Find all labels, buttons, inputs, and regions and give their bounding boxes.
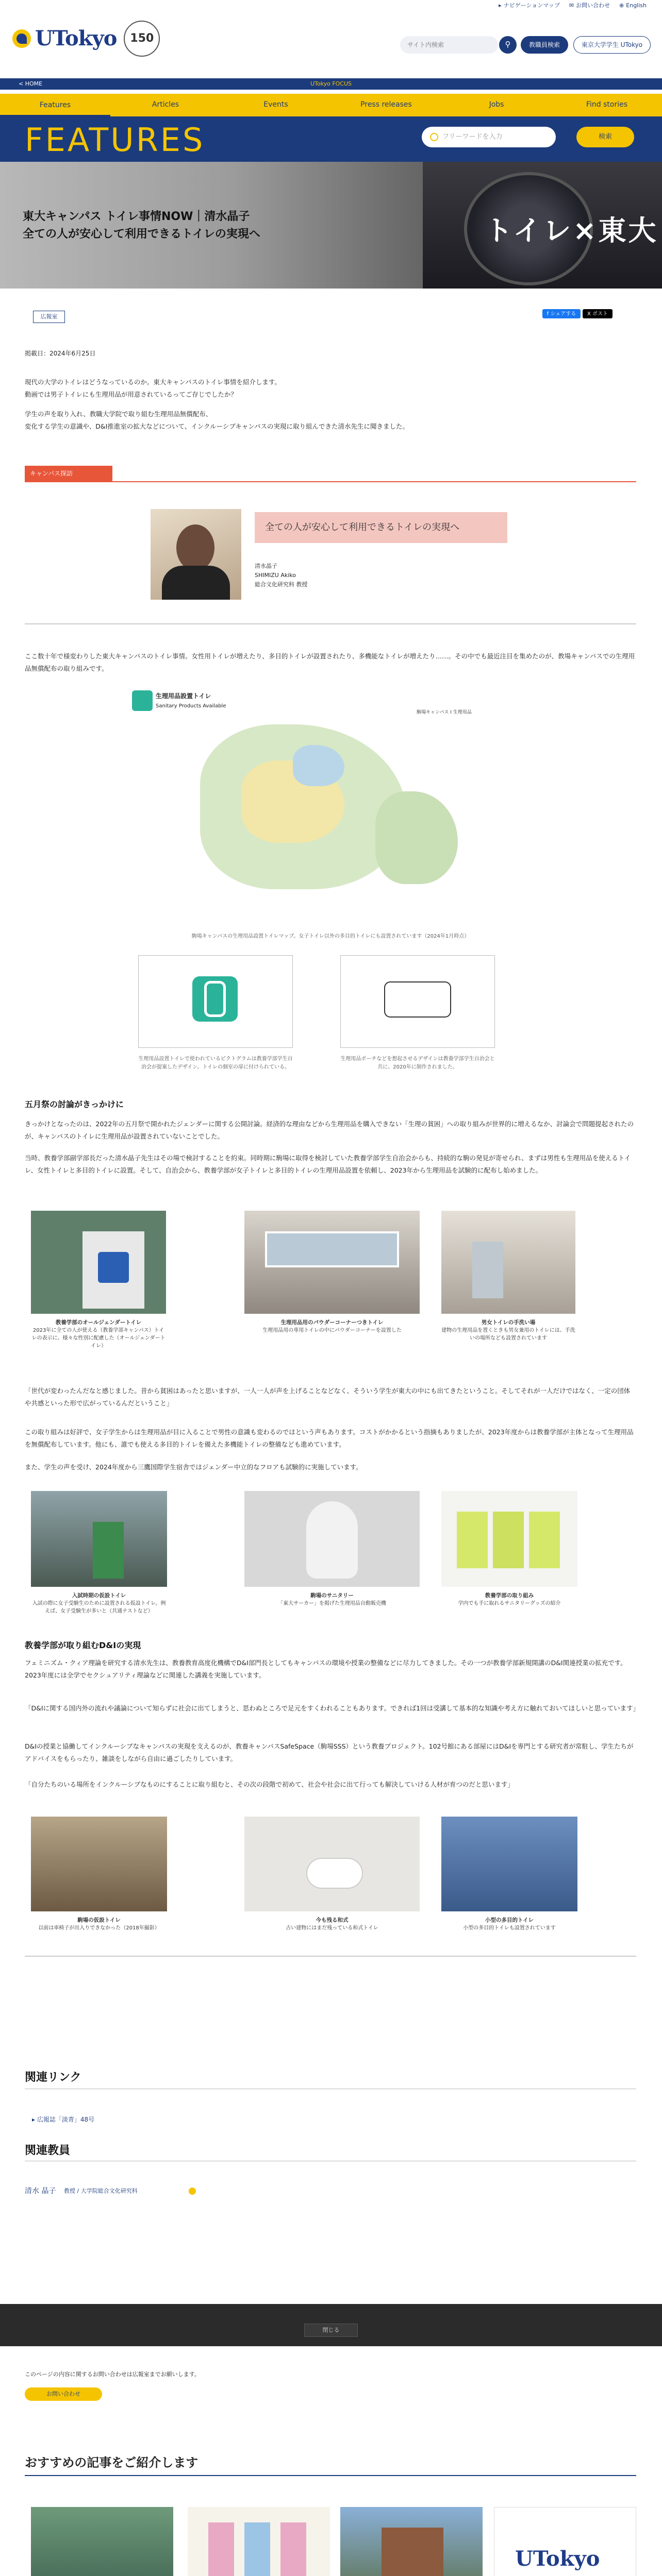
page: ▸ ナビゲーションマップ ✉ お問い合わせ ⊕ English UTokyo 150 サイト内検索 ⚲ 教職員検索 東京大学学生 UTokyo < HOME UTokyo FOCUS Features Articles Events Press releases Jobs Find stories FEATURES フリーワードを入力 検索 トイレ×東大 東大キャンパス トイレ事情NOW｜清水晶子 全ての人が安心して利用できるトイレの実現へ f シェアする X ポスト 広報室 掲載日：2024年6月25日 現代の大学のトイレはどうなっているのか。東大キャンパスのトイレ事情を紹介します。 動画では男子トイレにも生理用品が用意されているってご存じでしたか？ 学生の声を取り入れ、教職大学院で取り組む生理用品無償配布、 変化する学生の意識や、D&I推進室の拡大などについて、インクルーシブキャンパスの実現に取り組んできた清水先生に聞きました。 キャンパス探訪 全ての人が安心して利用できるトイレの実現へ 清水晶子 SHIMIZU Akiko 総合文化研究科 教授 ここ数十年で様変わりした東大キャンパスのトイレ事情。女性用トイレが増えたり、多目的トイレが設置されたり、多機能なトイレが増えたり……。その中でも最近注目を集めたのが、教場キャンパスでの生理用品無償配布の取り組みです。 生理用品設置トイレ Sanitary Products Available 駒場キャンパス I 生理用品 駒場キャンパスの生理用品設置トイレマップ。女子トイレ以外の多目的トイレにも設置されています（2024年1月時点） 生理用品設置トイレで使われているピクトグラムは教養学部学生自治会が提案したデザイン。トイレの個室の扉に付けられている。 生理用品ポーチなどを想起させるデザインは教養学部学生自治会と共に、2020年に制作されました。 五月祭の討論がきっかけに きっかけとなったのは、2022年の五月祭で開かれたジェンダーに関する公開討論。経済的な理由などから生理用品を購入できない「生理の貧困」への取り組みが世界的に増えるなか、討論会で問題提起されたのが、キャンパスのトイレに生理用品が設置されていないことでした。 当時、教養学部副学部長だった清水晶子先生はその場で検討することを約束。同時期に駒場に取得を検討していた教養学部学生自治会からも、持続的な駒の発見が寄せられ、まずは男性も生理用品を使えるトイレ、女性トイレと多目的トイレに設置。そして、自治会から、教養学部が女子トイレと多目的トイレの生理用品設置を依頼し、2023年から生理用品を試験的に配布し始めました。 教養学部のオールジェンダートイレ 2023年に全ての人が使える（教養学部キャンパス）トイレの表示に、様々な性別に配慮した（オールジェンダートイレ） 生理用品用のパウダーコーナーつきトイレ 生理用品用の専用トイレの中にパウダーコーナーを設置した 男女トイレの手洗い場 建物の生理用品を置くときも男女兼用のトイレには、手洗いの場所なども設置されています 「世代が変わったんだなと感じました。昔から貧困はあったと思いますが、一人一人が声を上げることなどなく、そういう学生が東大の中にも出てきたということ。そしてそれが一人だけではなく、一定の団体や共感といった形で広がっているんだということ」 この取り組みは好評で、女子学生からは生理用品が目に入ることで男性の意識も変わるのではという声もあります。コストがかかるという指摘もありましたが、2023年度からは教養学部が主体となって生理用品を無償配布しています。他にも、誰でも使える多目的トイレを備えた多機能トイレの整備なども進めています。 また、学生の声を受け、2024年度から三鷹国際学生宿舎ではジェンダー中立的なフロアも試験的に実施しています。 入試時期の仮設トイレ 入試の際に女子受験生のために設置される仮設トイレ。例えば、女子受験生が多いと（共通テストなど） 駒場のサニタリー 「東大サーカー」を掲げた生理用品自動販売機 教養学部の取り組み 学内でも手に取れるサニタリーグッズの紹介 教養学部が取り組むD&Iの実現 フェミニズム・クィア理論を研究する清水先生は、教養教育高度化機構でD&I部門長としてもキャンパスの環境や授業の整備などに尽力してきました。その一つが教養学部新規開講のD&I関連授業の拡充です。2023年度には全学でセクシュアリティ理論などに関連した講義を実施しています。 「D&Iに関する国内外の流れや議論について知らずに社会に出てしまうと、思わぬところで足元をすくわれることもあります。できれば1回は受講して基本的な知識や考え方に触れておいてほしいと思っています」 D&Iの授業と協働してインクルーシブなキャンパスの実現を支えるのが、教養キャンパスSafeSpace（駒場SSS）という教養プロジェクト。102号館にある部屋にはD&Iを専門とする研究者が常駐し、学生たちがアドバイスをもらったり、雑談をしながら自由に過ごしたりしています。 「自分たちのいる場所をインクルーシブなものにすることに取り組むと、その次の段階で初めて、社会や社会に出て行っても解決していける人材が育つのだと思います」 駒場の仮設トイレ 以前は車椅子が出入りできなかった（2018年撮影） 今も残る和式 古い建物にはまだ残っている和式トイレ 小型の多目的トイレ 小型の多目的トイレも設置されています 関連リンク ▸ 広報誌「淡青」48号 関連教員 清水 晶子 教授 / 大学院総合文化研究科 閉じる このページの内容に関するお問い合わせは広報室までお願いします。 お問い合わせ おすすめの記事をご紹介します UTokyo xyxy=(0,0,662,2576)
article-title: 東大キャンパス トイレ事情NOW｜清水晶子 全ての人が安心して利用できるトイレの実現へ xyxy=(23,210,260,241)
features-search-input[interactable]: フリーワードを入力 xyxy=(422,127,556,147)
pouch-outline-icon xyxy=(384,981,451,1018)
recommend-heading: おすすめの記事をご紹介します xyxy=(25,2455,198,2470)
campus-toilet-map xyxy=(128,688,535,915)
site-logo[interactable]: UTokyo 150 xyxy=(12,21,160,57)
staff-search-button[interactable]: 教職員検索 xyxy=(521,36,568,54)
features-banner xyxy=(0,116,662,162)
related-links-heading: 関連リンク xyxy=(25,2071,81,2084)
professor-affiliation: 総合文化研究科 教授 xyxy=(255,581,308,588)
facebook-share-button[interactable]: f シェアする xyxy=(542,309,581,318)
nav-press-releases[interactable]: Press releases xyxy=(360,100,412,109)
home-link[interactable]: < HOME xyxy=(19,80,43,87)
site-search-input[interactable]: サイト内検索 xyxy=(400,36,498,54)
pull-quote: 全ての人が安心して利用できるトイレの実現へ xyxy=(255,512,507,543)
nav-articles[interactable]: Articles xyxy=(152,100,179,109)
related-staff-heading: 関連教員 xyxy=(25,2144,71,2157)
staff-name-link[interactable]: 清水 晶子 xyxy=(25,2187,56,2195)
sanitary-pad-icon xyxy=(192,976,238,1022)
komaba-temp-toilet-photo xyxy=(31,1817,167,1911)
features-title: FEATURES xyxy=(25,121,205,159)
hero-image-text: トイレ×東大 xyxy=(485,214,658,247)
section-heading-dni: 教養学部が取り組むD&Iの実現 xyxy=(25,1640,141,1650)
search-icon[interactable]: ⚲ xyxy=(499,36,517,54)
powder-corner-photo xyxy=(244,1211,420,1314)
staff-affiliation[interactable]: 教授 / 大学院総合文化研究科 xyxy=(64,2188,138,2194)
recommend-card-1[interactable] xyxy=(31,2507,173,2576)
english-link[interactable]: ⊕ English xyxy=(619,2,647,9)
lead-text: 現代の大学のトイレはどうなっているのか。東大キャンパスのトイレ事情を紹介します。 動画では男子トイレにも生理用品が用意されているってご存じでしたか？ 学生の声を取り入れ、教職大学院で取り組む生理用品無償配布、 変化する学生の意識や、D&I推進室の拡大などについて、インクルーシブキャンパスの実現に取り組んできた清水先生に聞きました。 xyxy=(25,378,409,430)
nav-events[interactable]: Events xyxy=(263,100,288,109)
pouch-design-box xyxy=(340,955,495,1048)
pouch-caption: 生理用品ポーチなどを想起させるデザインは教養学部学生自治会と共に、2020年に制作されました。 xyxy=(340,1056,495,1070)
contact-link[interactable]: ✉ お問い合わせ xyxy=(569,2,610,9)
pictogram-caption: 生理用品設置トイレで使われているピクトグラムは教養学部学生自治会が提案したデザイン。トイレの個室の扉に付けられている。 xyxy=(138,1056,293,1070)
toilet-paper-photo xyxy=(441,1491,577,1587)
hero-image xyxy=(0,162,662,289)
campus-tour-tag[interactable]: キャンパス探訪 xyxy=(25,466,112,481)
anniversary-seal: 150 xyxy=(124,21,160,57)
features-search-button[interactable]: 検索 xyxy=(576,127,634,147)
section2-paragraph2: D&Iの授業と協働してインクルーシブなキャンパスの実現を支えるのが、教養キャンパスSafeSpace（駒場SSS）という教養プロジェクト。102号館にある部屋にはD&Iを専門とする研究者が常駐し、学生たちがアドバイスをもらったり、雑談をしながら自由に過ごしたりしています。 xyxy=(25,1742,634,1762)
quote-2: 「D&Iに関する国内外の流れや議論について知らずに社会に出てしまうと、思わぬところで足元をすくわれることもあります。できれば1回は受講して基本的な知識や考え方に触れておいてほしいと思っています」 xyxy=(25,1704,640,1712)
section1-paragraph1: きっかけとなったのは、2022年の五月祭で開かれたジェンダーに関する公開討論。経済的な理由などから生理用品を購入できない「生理の貧困」への取り組みが世界的に増えるなか、討論会で問題提起されたのが、キャンパスのトイレに生理用品が設置されていないことでした。 xyxy=(25,1120,634,1140)
recommend-card-3[interactable] xyxy=(340,2507,483,2576)
small-multipurpose-toilet-photo xyxy=(441,1817,577,1911)
section1-paragraph2: 当時、教養学部副学部長だった清水晶子先生はその場で検討することを約束。同時期に駒場に取得を検討していた教養学部学生自治会からも、持続的な駒の発見が寄せられ、まずは男性も生理用品を使えるトイレ、女性トイレと多目的トイレに設置。そして、自治会から、教養学部が女子トイレと多目的トイレの生理用品設置を依頼し、2023年から生理用品を試験的に配布し始めました。 xyxy=(25,1154,631,1174)
pictogram-box xyxy=(138,955,293,1048)
professor-roman: SHIMIZU Akiko xyxy=(255,572,296,579)
x-post-button[interactable]: X ポスト xyxy=(583,309,613,318)
nav-features[interactable]: Features xyxy=(0,94,110,116)
section2-paragraph1: フェミニズム・クィア理論を研究する清水先生は、教養教育高度化機構でD&I部門長としてもキャンパスの環境や授業の整備などに尽力してきました。その一つが教養学部新規開講のD&I関連授業の拡充です。2023年度には全学でセクシュアリティ理論などに関連した講義を実施しています。 xyxy=(25,1659,627,1679)
section1-paragraph4: また、学生の声を受け、2024年度から三鷹国際学生宿舎ではジェンダー中立的なフロアも試験的に実施しています。 xyxy=(25,1463,362,1471)
nav-jobs[interactable]: Jobs xyxy=(489,100,504,109)
recommend-card-2[interactable] xyxy=(188,2507,330,2576)
map-legend: 生理用品設置トイレ Sanitary Products Available xyxy=(132,690,226,711)
focus-nav xyxy=(0,94,662,116)
sitemap-link[interactable]: ▸ ナビゲーションマップ xyxy=(499,2,560,9)
utility-bar xyxy=(499,0,647,11)
student-portal-button[interactable]: 東京大学学生 UTokyo xyxy=(573,36,651,54)
quote-3: 「自分たちのいる場所をインクルーシブなものにすることに取り組むと、その次の段階で初めて、社会や社会に出て行っても解決していける人材が育つのだと思います」 xyxy=(25,1781,514,1788)
quote-1: 「世代が変わったんだなと感じました。昔から貧困はあったと思いますが、一人一人が声を上げることなどなく、そういう学生が東大の中にも出てきたということ。そしてそれが一人だけではなく、一定の団体や共感といった形で広がっているんだということ」 xyxy=(25,1387,631,1407)
inquiry-text: このページの内容に関するお問い合わせは広報室までお願いします。 xyxy=(25,2371,200,2378)
close-button[interactable]: 閉じる xyxy=(304,2324,358,2337)
temporary-toilet-photo xyxy=(31,1491,167,1587)
recommend-card-4[interactable] xyxy=(494,2507,636,2576)
focus-bar xyxy=(0,78,662,90)
related-link-tansei[interactable]: ▸ 広報誌「淡青」48号 xyxy=(32,2116,95,2123)
professor-name: 清水晶子 xyxy=(255,563,277,569)
map-note: 駒場キャンパス I 生理用品 xyxy=(417,710,472,715)
category-tag[interactable]: 広報室 xyxy=(33,311,65,323)
all-gender-toilet-photo xyxy=(31,1211,166,1314)
professor-portrait xyxy=(151,509,241,600)
ginkgo-logo-icon xyxy=(12,29,31,48)
inquiry-button[interactable]: お問い合わせ xyxy=(25,2387,102,2401)
card-logo-text: UTokyo xyxy=(515,2547,600,2571)
urinal-photo xyxy=(244,1491,420,1587)
intro-paragraph: ここ数十年で様変わりした東大キャンパスのトイレ事情。女性用トイレが増えたり、多目的トイレが設置されたり、多機能なトイレが増えたり……。その中でも最近注目を集めたのが、教場キャンパスでの生理用品無償配布の取り組みです。 xyxy=(25,652,635,672)
squat-toilet-photo xyxy=(244,1817,420,1911)
section-heading-gogatsusai: 五月祭の討論がきっかけに xyxy=(25,1099,124,1109)
sink-photo xyxy=(441,1211,575,1314)
external-link-icon[interactable] xyxy=(189,2188,196,2195)
map-caption: 駒場キャンパスの生理用品設置トイレマップ。女子トイレ以外の多目的トイレにも設置されています（2024年1月時点） xyxy=(191,934,470,939)
nav-find-stories[interactable]: Find stories xyxy=(586,100,628,109)
section1-paragraph3: この取り組みは好評で、女子学生からは生理用品が目に入ることで男性の意識も変わるのではという声もあります。コストがかかるという指摘もありましたが、2023年度からは教養学部が主体となって生理用品を無償配布しています。他にも、誰でも使える多目的トイレを備えた多機能トイレの整備なども進めています。 xyxy=(25,1428,634,1448)
publish-date: 掲載日：2024年6月25日 xyxy=(25,350,96,357)
focus-label: UTokyo FOCUS xyxy=(310,80,352,87)
